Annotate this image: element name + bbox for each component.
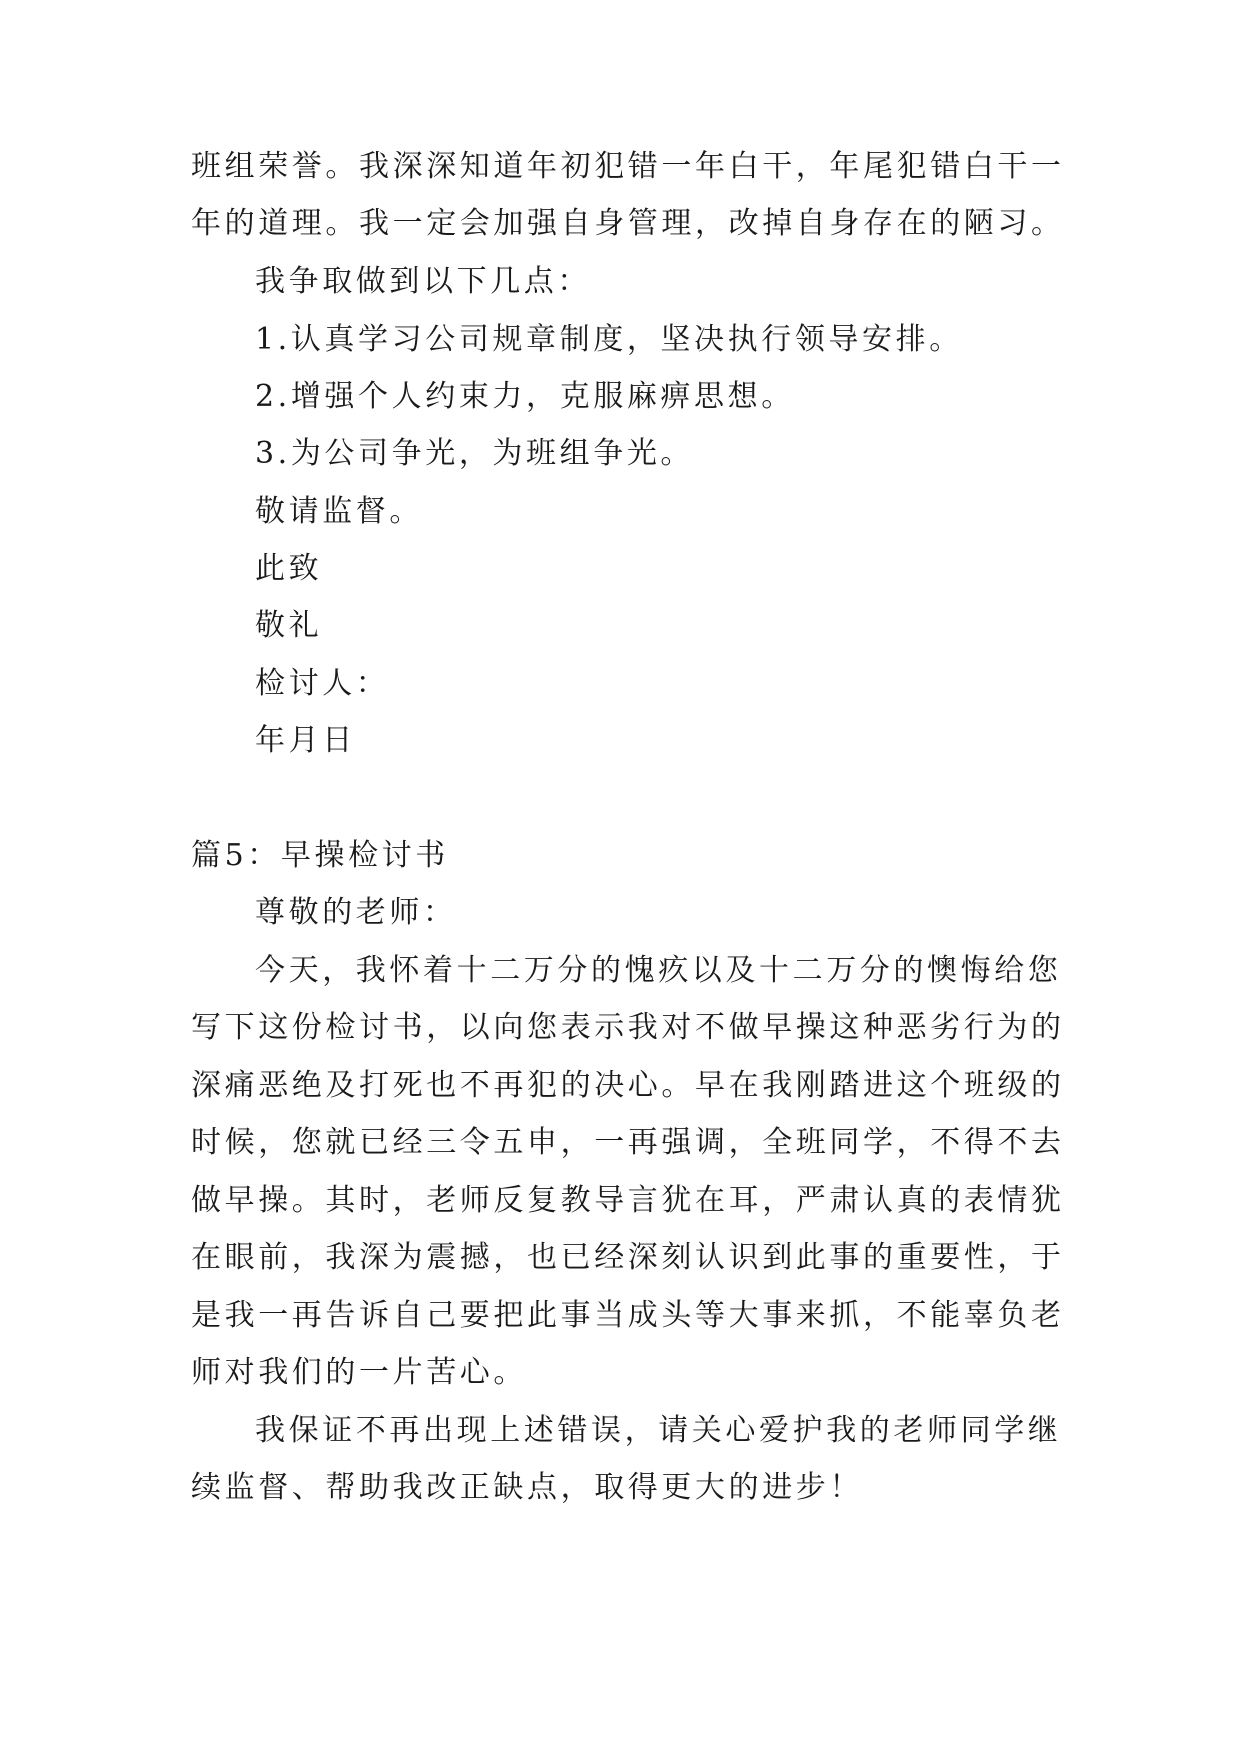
paragraph-line: 师对我们的一片苦心。: [191, 1355, 527, 1390]
date-line: 年月日: [255, 723, 356, 758]
paragraph-line: 做早操。其时，老师反复教导言犹在耳，严肃认真的表情犹: [191, 1183, 1065, 1218]
list-item: 3.为公司争光，为班组争光。: [255, 436, 695, 471]
salutation-line: 敬礼: [255, 608, 323, 643]
list-intro: 我争取做到以下几点：: [255, 264, 591, 299]
paragraph-line: 深痛恶绝及打死也不再犯的决心。早在我刚踏进这个班级的: [191, 1068, 1065, 1103]
paragraph-line: 续监督、帮助我改正缺点，取得更大的进步！: [191, 1470, 863, 1505]
section-heading: 篇5：早操检讨书: [191, 838, 449, 873]
paragraph-line: 今天，我怀着十二万分的愧疚以及十二万分的懊悔给您: [255, 953, 1062, 988]
paragraph-line: 在眼前，我深为震撼，也已经深刻认识到此事的重要性，于: [191, 1240, 1065, 1275]
letter-greeting: 尊敬的老师：: [255, 895, 457, 930]
paragraph-line: 时候，您就已经三令五申，一再强调，全班同学，不得不去: [191, 1125, 1065, 1160]
list-item: 1.认真学习公司规章制度，坚决执行领导安排。: [255, 322, 963, 357]
paragraph-line: 是我一再告诉自己要把此事当成头等大事来抓，不能辜负老: [191, 1298, 1065, 1333]
paragraph-line: 写下这份检讨书，以向您表示我对不做早操这种恶劣行为的: [191, 1010, 1065, 1045]
signer-line: 检讨人：: [255, 666, 390, 701]
salutation-line: 此致: [255, 551, 323, 586]
list-item: 2.增强个人约束力，克服麻痹思想。: [255, 379, 795, 414]
closing-line: 敬请监督。: [255, 494, 423, 529]
paragraph-line: 我保证不再出现上述错误，请关心爱护我的老师同学继: [255, 1413, 1062, 1448]
paragraph-line: 班组荣誉。我深深知道年初犯错一年白干，年尾犯错白干一: [191, 149, 1065, 184]
paragraph-line: 年的道理。我一定会加强自身管理，改掉自身存在的陋习。: [191, 206, 1065, 241]
